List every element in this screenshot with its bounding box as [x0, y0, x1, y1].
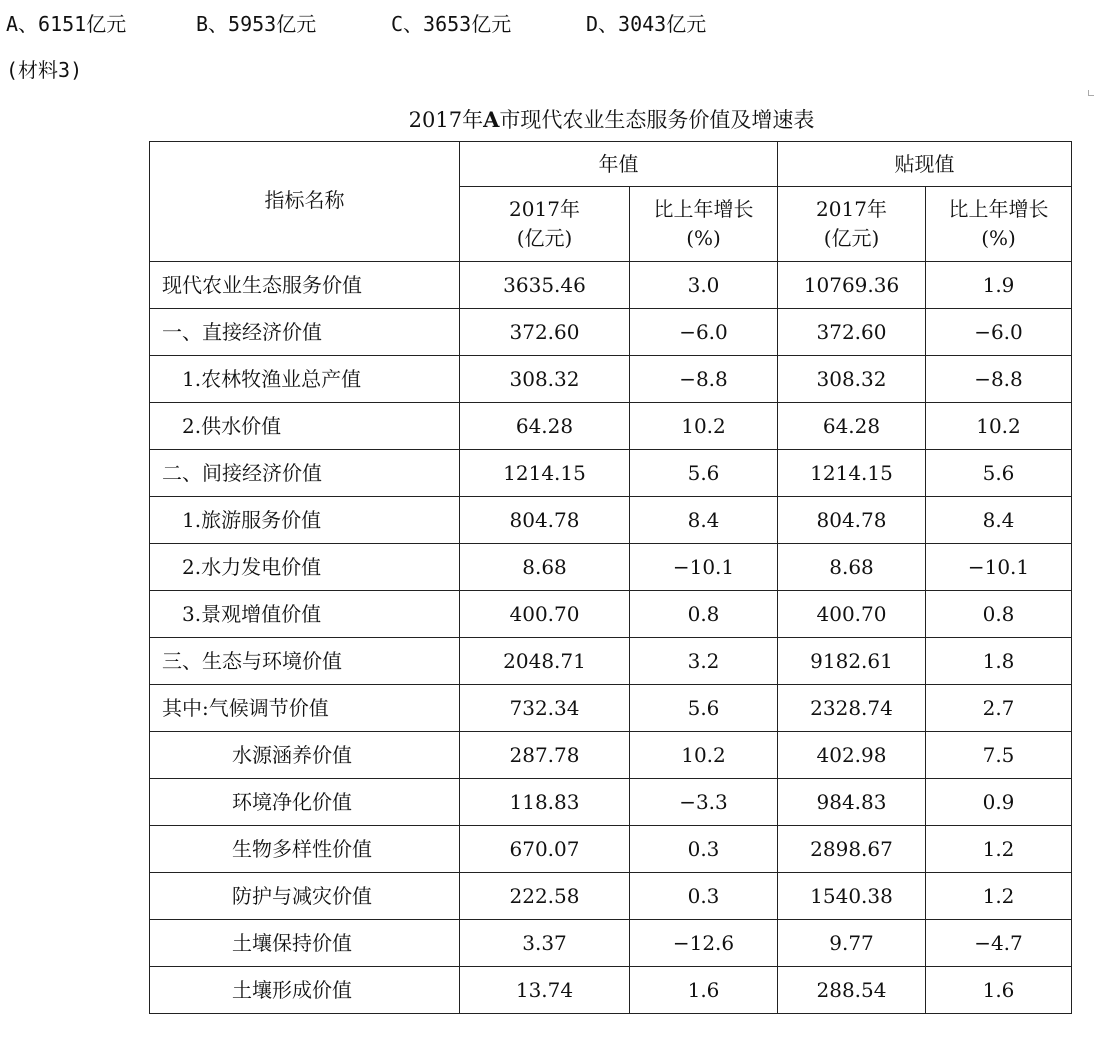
discount-value-cell: 1214.15: [778, 450, 926, 497]
header-annual-value: 2017年 (亿元): [460, 187, 630, 262]
row-name: 3.景观增值价值: [150, 591, 460, 638]
annual-growth-cell: 10.2: [630, 403, 778, 450]
annual-growth-cell: 5.6: [630, 685, 778, 732]
annual-growth-cell: −8.8: [630, 356, 778, 403]
table-row: [150, 309, 1072, 356]
annual-value-cell: 400.70: [460, 591, 630, 638]
header-discount-value: 2017年 (亿元): [778, 187, 926, 262]
discount-growth-cell: 8.4: [926, 497, 1072, 544]
annual-growth-cell: −10.1: [630, 544, 778, 591]
table-row: [150, 967, 1072, 1014]
row-name: 1.农林牧渔业总产值: [150, 356, 460, 403]
table-row: [150, 497, 1072, 544]
row-name: 三、生态与环境价值: [150, 638, 460, 685]
answer-options: [6, 8, 706, 38]
row-name: 防护与减灾价值: [150, 873, 460, 920]
table-title-prefix: 2017年: [408, 108, 484, 132]
header-group-annual: 年值: [460, 142, 778, 187]
row-name: 现代农业生态服务价值: [150, 262, 460, 309]
annual-growth-cell: 0.3: [630, 873, 778, 920]
table-row: [150, 591, 1072, 638]
table-body: [150, 262, 1072, 1014]
option-c: C、3653亿元: [391, 12, 512, 36]
option-b: B、5953亿元: [196, 12, 317, 36]
table-row: [150, 779, 1072, 826]
table-row: [150, 685, 1072, 732]
discount-growth-cell: 0.8: [926, 591, 1072, 638]
row-name: 一、直接经济价值: [150, 309, 460, 356]
row-name: 2.供水价值: [150, 403, 460, 450]
annual-growth-cell: 0.8: [630, 591, 778, 638]
annual-growth-cell: 5.6: [630, 450, 778, 497]
row-name: 1.旅游服务价值: [150, 497, 460, 544]
annual-growth-cell: 3.2: [630, 638, 778, 685]
discount-growth-cell: 1.2: [926, 826, 1072, 873]
discount-value-cell: 402.98: [778, 732, 926, 779]
annual-growth-cell: 8.4: [630, 497, 778, 544]
row-name: 土壤形成价值: [150, 967, 460, 1014]
table-row: [150, 826, 1072, 873]
table-row: [150, 544, 1072, 591]
table-row: [150, 356, 1072, 403]
annual-growth-cell: −12.6: [630, 920, 778, 967]
option-d: D、3043亿元: [586, 12, 707, 36]
annual-growth-cell: 3.0: [630, 262, 778, 309]
annual-value-cell: 13.74: [460, 967, 630, 1014]
annual-value-cell: 804.78: [460, 497, 630, 544]
row-name: 其中:气候调节价值: [150, 685, 460, 732]
table-row: [150, 403, 1072, 450]
annual-value-cell: 3.37: [460, 920, 630, 967]
discount-value-cell: 8.68: [778, 544, 926, 591]
table-row: [150, 732, 1072, 779]
discount-growth-cell: 1.6: [926, 967, 1072, 1014]
discount-growth-cell: 5.6: [926, 450, 1072, 497]
material-label: (材料3): [6, 58, 83, 82]
discount-growth-cell: 2.7: [926, 685, 1072, 732]
annual-value-cell: 118.83: [460, 779, 630, 826]
discount-value-cell: 804.78: [778, 497, 926, 544]
annual-value-cell: 64.28: [460, 403, 630, 450]
header-annual-growth: 比上年增长 (%): [630, 187, 778, 262]
annual-value-cell: 670.07: [460, 826, 630, 873]
discount-value-cell: 1540.38: [778, 873, 926, 920]
annual-growth-cell: −6.0: [630, 309, 778, 356]
discount-growth-cell: −4.7: [926, 920, 1072, 967]
discount-value-cell: 2328.74: [778, 685, 926, 732]
row-name: 水源涵养价值: [150, 732, 460, 779]
discount-value-cell: 400.70: [778, 591, 926, 638]
row-name: 生物多样性价值: [150, 826, 460, 873]
annual-value-cell: 732.34: [460, 685, 630, 732]
discount-value-cell: 984.83: [778, 779, 926, 826]
annual-value-cell: 287.78: [460, 732, 630, 779]
row-name: 土壤保持价值: [150, 920, 460, 967]
header-discount-growth: 比上年增长 (%): [926, 187, 1072, 262]
discount-value-cell: 372.60: [778, 309, 926, 356]
discount-value-cell: 308.32: [778, 356, 926, 403]
table-row: [150, 920, 1072, 967]
discount-growth-cell: −8.8: [926, 356, 1072, 403]
option-a: A、6151亿元: [6, 12, 127, 36]
annual-growth-cell: 10.2: [630, 732, 778, 779]
annual-value-cell: 3635.46: [460, 262, 630, 309]
header-group-discount: 贴现值: [778, 142, 1072, 187]
discount-growth-cell: 0.9: [926, 779, 1072, 826]
annual-value-cell: 308.32: [460, 356, 630, 403]
table-row: [150, 873, 1072, 920]
annual-value-cell: 1214.15: [460, 450, 630, 497]
discount-value-cell: 9.77: [778, 920, 926, 967]
table-title-suffix: 市现代农业生态服务价值及增速表: [499, 108, 815, 132]
discount-growth-cell: −6.0: [926, 309, 1072, 356]
discount-growth-cell: 1.9: [926, 262, 1072, 309]
header-row-groups: [150, 142, 1072, 187]
discount-growth-cell: 1.8: [926, 638, 1072, 685]
annual-value-cell: 2048.71: [460, 638, 630, 685]
discount-value-cell: 288.54: [778, 967, 926, 1014]
discount-growth-cell: 10.2: [926, 403, 1072, 450]
table-title: [150, 104, 1073, 134]
row-name: 二、间接经济价值: [150, 450, 460, 497]
discount-growth-cell: −10.1: [926, 544, 1072, 591]
header-name-col: 指标名称: [150, 142, 460, 262]
row-name: 2.水力发电价值: [150, 544, 460, 591]
discount-value-cell: 10769.36: [778, 262, 926, 309]
table-row: [150, 638, 1072, 685]
table-row: [150, 262, 1072, 309]
annual-growth-cell: 0.3: [630, 826, 778, 873]
annual-value-cell: 8.68: [460, 544, 630, 591]
annual-growth-cell: 1.6: [630, 967, 778, 1014]
discount-value-cell: 9182.61: [778, 638, 926, 685]
annual-growth-cell: −3.3: [630, 779, 778, 826]
row-name: 环境净化价值: [150, 779, 460, 826]
discount-value-cell: 2898.67: [778, 826, 926, 873]
annual-value-cell: 372.60: [460, 309, 630, 356]
discount-growth-cell: 7.5: [926, 732, 1072, 779]
annual-value-cell: 222.58: [460, 873, 630, 920]
discount-value-cell: 64.28: [778, 403, 926, 450]
data-table: [149, 141, 1072, 1014]
page-corner-mark: [1088, 90, 1094, 96]
table-row: [150, 450, 1072, 497]
table-title-bold: A: [483, 107, 500, 132]
discount-growth-cell: 1.2: [926, 873, 1072, 920]
